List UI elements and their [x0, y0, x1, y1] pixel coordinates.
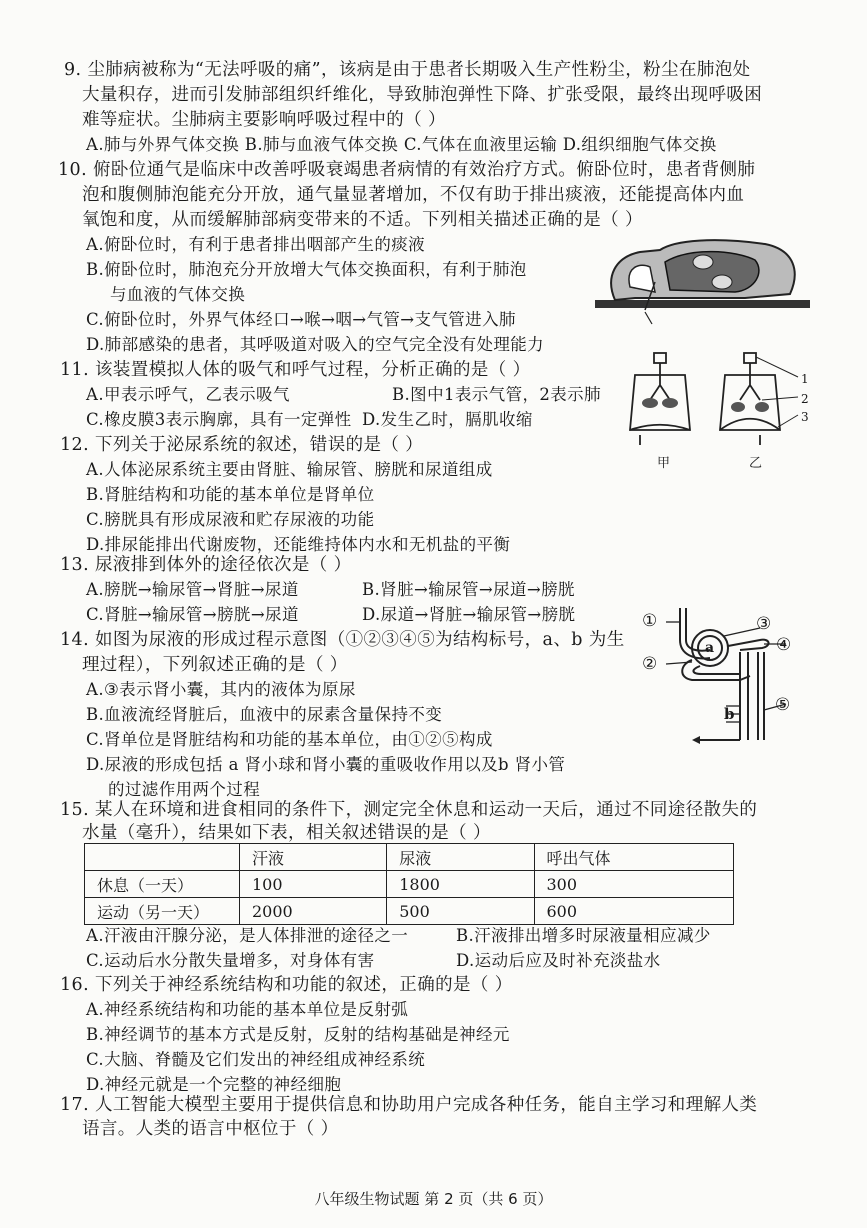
table-header-cell: 尿液 — [387, 844, 534, 871]
table-cell: 休息（一天） — [85, 871, 240, 898]
q14-option-a: A.③表示肾小囊，其内的液体为原尿 — [86, 680, 356, 699]
nephron-label-b: b — [724, 705, 735, 723]
table-cell: 100 — [240, 871, 387, 898]
q16-stem: 16. 下列关于神经系统结构和功能的叙述，正确的是（ ） — [60, 975, 513, 995]
model-label-3: 3 — [801, 410, 810, 424]
nephron-label-5: ⑤ — [775, 695, 791, 715]
q14-option-d: D.尿液的形成包括 a 肾小球和肾小囊的重吸收作用以及b 肾小管 — [86, 755, 566, 774]
q13-option-c: C.肾脏→输尿管→膀胱→尿道 — [86, 605, 299, 624]
model-label-1: 1 — [801, 372, 810, 386]
q15-option-a: A.汗液由汗腺分泌，是人体排泄的途径之一 — [86, 926, 409, 945]
table-cell: 1800 — [387, 871, 534, 898]
table-cell: 2000 — [240, 898, 387, 925]
q16-option-a: A.神经系统结构和功能的基本单位是反射弧 — [86, 1000, 409, 1019]
q15-stem-line1: 15. 某人在环境和进食相同的条件下，测定完全休息和运动一天后，通过不同途径散失的 — [60, 800, 758, 820]
q14-option-b: B.血液流经肾脏后，血液中的尿素含量保持不变 — [86, 705, 443, 724]
table-header-row — [85, 844, 734, 871]
q12-option-a: A.人体泌尿系统主要由肾脏、输尿管、膀胱和尿道组成 — [86, 460, 493, 479]
model-label-2: 2 — [801, 392, 810, 406]
q10-option-d: D.肺部感染的患者，其呼吸道对吸入的空气完全没有处理能力 — [86, 335, 545, 354]
q10-option-b: B.俯卧位时，肺泡充分开放增大气体交换面积，有利于肺泡 — [86, 260, 527, 279]
nephron-label-1: ① — [642, 611, 658, 631]
q10-option-c: C.俯卧位时，外界气体经口→喉→咽→气管→支气管进入肺 — [86, 310, 516, 329]
water-loss-table — [84, 843, 734, 925]
q10-stem-line2: 泡和腹侧肺泡能充分开放，通气量显著增加，不仅有助于排出痰液，还能提高体内血 — [82, 185, 745, 205]
table-cell: 运动（另一天） — [85, 898, 240, 925]
q14-stem-line2: 理过程），下列叙述正确的是（ ） — [82, 655, 348, 675]
table-row — [85, 871, 734, 898]
q13-option-d: D.尿道→肾脏→输尿管→膀胱 — [362, 605, 576, 624]
nephron-diagram — [640, 600, 830, 750]
model-label-yi: 乙 — [749, 456, 763, 471]
q13-option-b: B.肾脏→输尿管→尿道→膀胱 — [362, 580, 575, 599]
q16-option-c: C.大脑、脊髓及它们发出的神经组成神经系统 — [86, 1050, 426, 1069]
nephron-label-4: ④ — [776, 635, 792, 655]
q17-stem-line1: 17. 人工智能大模型主要用于提供信息和协助用户完成各种任务，能自主学习和理解人类 — [60, 1095, 758, 1115]
q15-option-c: C.运动后水分散失量增多，对身体有害 — [86, 951, 375, 970]
q14-option-d-cont: 的过滤作用两个过程 — [108, 780, 261, 799]
q11-option-a: A.甲表示呼气，乙表示吸气 — [86, 385, 290, 404]
nephron-label-3: ③ — [756, 614, 772, 634]
q12-stem: 12. 下列关于泌尿系统的叙述，错误的是（ ） — [60, 435, 424, 455]
nephron-label-2: ② — [642, 654, 658, 674]
q10-option-a: A.俯卧位时，有利于患者排出咽部产生的痰液 — [86, 235, 426, 254]
q13-stem: 13. 尿液排到体外的途径依次是（ ） — [60, 555, 352, 575]
table-header-cell — [85, 844, 240, 871]
q10-option-b-cont: 与血液的气体交换 — [110, 285, 246, 304]
q16-option-b: B.神经调节的基本方式是反射，反射的结构基础是神经元 — [86, 1025, 510, 1044]
table-cell: 300 — [534, 871, 734, 898]
table-cell: 500 — [387, 898, 534, 925]
q11-stem: 11. 该装置模拟人体的吸气和呼气过程，分析正确的是（ ） — [60, 360, 531, 380]
table-row — [85, 898, 734, 925]
q11-option-c: C.橡皮膜3表示胸廓，具有一定弹性 — [86, 410, 352, 429]
model-label-jia: 甲 — [657, 456, 671, 471]
q12-option-d: D.排尿能排出代谢废物，还能维持体内水和无机盐的平衡 — [86, 535, 511, 554]
q12-option-b: B.肾脏结构和功能的基本单位是肾单位 — [86, 485, 375, 504]
q13-option-a: A.膀胱→输尿管→肾脏→尿道 — [86, 580, 299, 599]
q11-option-b: B.图中1表示气管，2表示肺 — [392, 385, 601, 404]
prone-ventilation-figure — [595, 232, 810, 327]
q10-stem-line1: 10. 俯卧位通气是临床中改善呼吸衰竭患者病情的有效治疗方式。俯卧位时，患者背侧肺 — [58, 160, 756, 180]
table-header-cell: 汗液 — [240, 844, 387, 871]
q14-stem-line1: 14. 如图为尿液的形成过程示意图（①②③④⑤为结构标号，a、b 为生 — [60, 630, 625, 650]
q9-options: A.肺与外界气体交换 B.肺与血液气体交换 C.气体在血液里运输 D.组织细胞气体交换 — [86, 135, 717, 154]
q15-option-b: B.汗液排出增多时尿液量相应减少 — [456, 926, 711, 945]
nephron-label-a: a — [705, 640, 715, 656]
q15-stem-line2: 水量（毫升），结果如下表，相关叙述错误的是（ ） — [82, 823, 491, 843]
q9-stem-line2: 大量积存，进而引发肺部组织纤维化，导致肺泡弹性下降、扩张受限，最终出现呼吸困 — [82, 85, 763, 105]
q10-stem-line3: 氧饱和度，从而缓解肺部病变带来的不适。下列相关描述正确的是（ ） — [82, 210, 643, 230]
table-header-cell: 呼出气体 — [534, 844, 734, 871]
q12-option-c: C.膀胱具有形成尿液和贮存尿液的功能 — [86, 510, 375, 529]
table-cell: 600 — [534, 898, 734, 925]
q16-option-d: D.神经元就是一个完整的神经细胞 — [86, 1075, 342, 1094]
q9-stem-line3: 难等症状。尘肺病主要影响呼吸过程中的（ ） — [82, 110, 446, 130]
q14-option-c: C.肾单位是肾脏结构和功能的基本单位，由①②⑤构成 — [86, 730, 493, 749]
q9-stem-line1: 9. 尘肺病被称为“无法呼吸的痛”，该病是由于患者长期吸入生产性粉尘，粉尘在肺泡处 — [64, 60, 751, 80]
q15-option-d: D.运动后应及时补充淡盐水 — [456, 951, 661, 970]
q11-option-d: D.发生乙时，膈肌收缩 — [362, 410, 533, 429]
breathing-model-figure — [620, 345, 820, 475]
q17-stem-line2: 语言。人类的语言中枢位于（ ） — [82, 1119, 339, 1139]
page-footer: 八年级生物试题 第 2 页（共 6 页） — [314, 1190, 553, 1208]
